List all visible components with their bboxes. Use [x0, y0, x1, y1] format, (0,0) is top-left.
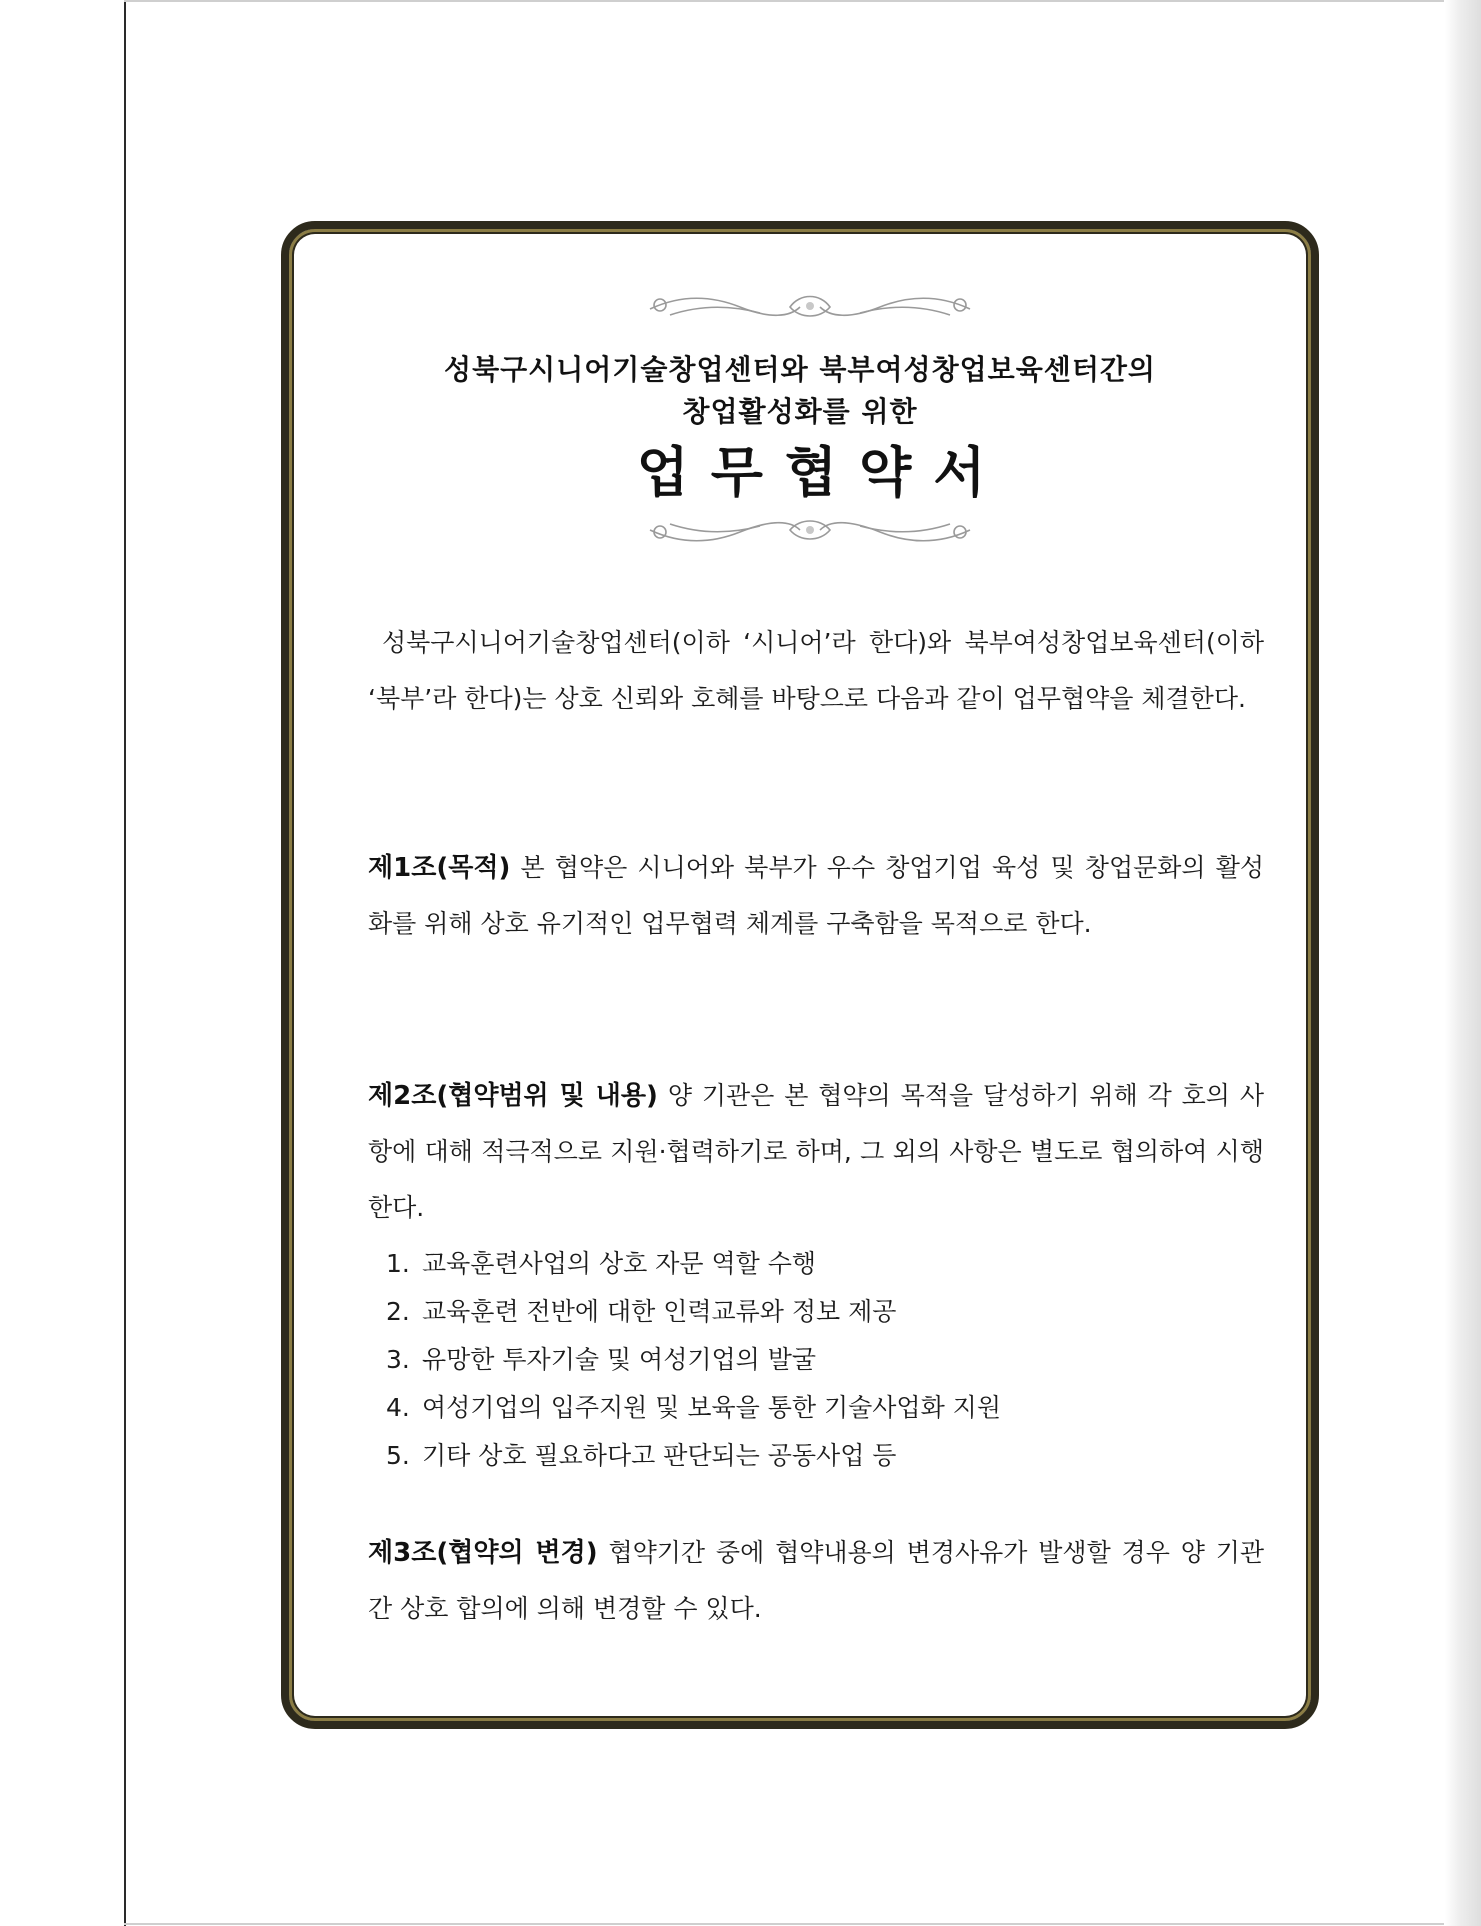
intro-text: 성북구시니어기술창업센터(이하 ‘시니어’라 한다)와 북부여성창업보육센터(이하 ‘북부’라 한다)는 상호 신뢰와 호혜를 바탕으로 다음과 같이 업무협약을 체결한다.: [368, 628, 1264, 713]
document-main-title: 업무협약서: [636, 440, 1008, 504]
list-item-text: 여성기업의 입주지원 및 보육을 통한 기술사업화 지원: [422, 1393, 1001, 1422]
article-1: [368, 840, 1264, 952]
article-2-item-list: [386, 1240, 1001, 1480]
document-title-line-1: 성북구시니어기술창업센터와 북부여성창업보육센터간의: [444, 353, 1156, 386]
scan-left-edge: [0, 0, 126, 1926]
list-item: [386, 1336, 1001, 1384]
article-3: [368, 1525, 1264, 1637]
list-item: [386, 1240, 1001, 1288]
list-item-number: 5.: [386, 1441, 410, 1470]
scan-bottom-edge: [124, 1923, 1444, 1925]
list-item: [386, 1288, 1001, 1336]
article-2-text: 양 기관은 본 협약의 목적을 달성하기 위해 각 호의 사항에 대해 적극적으로 지원·협력하기로 하며, 그 외의 사항은 별도로 협의하여 시행한다.: [368, 1081, 1264, 1222]
ornament-top-icon: [640, 287, 980, 327]
list-item-text: 유망한 투자기술 및 여성기업의 발굴: [422, 1345, 817, 1374]
ornament-bottom-icon: [640, 510, 980, 550]
article-2: [368, 1068, 1264, 1236]
list-item-number: 3.: [386, 1345, 410, 1374]
list-item: [386, 1384, 1001, 1432]
article-1-heading: 제1조(목적): [368, 853, 511, 883]
list-item-number: 2.: [386, 1297, 410, 1326]
scan-right-shadow: [1445, 0, 1481, 1926]
intro-paragraph: [368, 615, 1264, 727]
list-item-text: 교육훈련 전반에 대한 인력교류와 정보 제공: [422, 1297, 897, 1326]
list-item: [386, 1432, 1001, 1480]
article-1-text: 본 협약은 시니어와 북부가 우수 창업기업 육성 및 창업문화의 활성화를 위해 상호 유기적인 업무협력 체계를 구축함을 목적으로 한다.: [368, 853, 1264, 938]
list-item-text: 교육훈련사업의 상호 자문 역할 수행: [422, 1249, 817, 1278]
document-title-line-2: 창업활성화를 위한: [682, 395, 918, 428]
scan-top-edge: [124, 0, 1444, 2]
list-item-number: 4.: [386, 1393, 410, 1422]
article-2-heading: 제2조(협약범위 및 내용): [368, 1081, 658, 1111]
list-item-text: 기타 상호 필요하다고 판단되는 공동사업 등: [422, 1441, 897, 1470]
article-3-text: 협약기간 중에 협약내용의 변경사유가 발생할 경우 양 기관 간 상호 합의에 의해 변경할 수 있다.: [368, 1538, 1264, 1623]
list-item-number: 1.: [386, 1249, 410, 1278]
article-3-heading: 제3조(협약의 변경): [368, 1538, 598, 1568]
